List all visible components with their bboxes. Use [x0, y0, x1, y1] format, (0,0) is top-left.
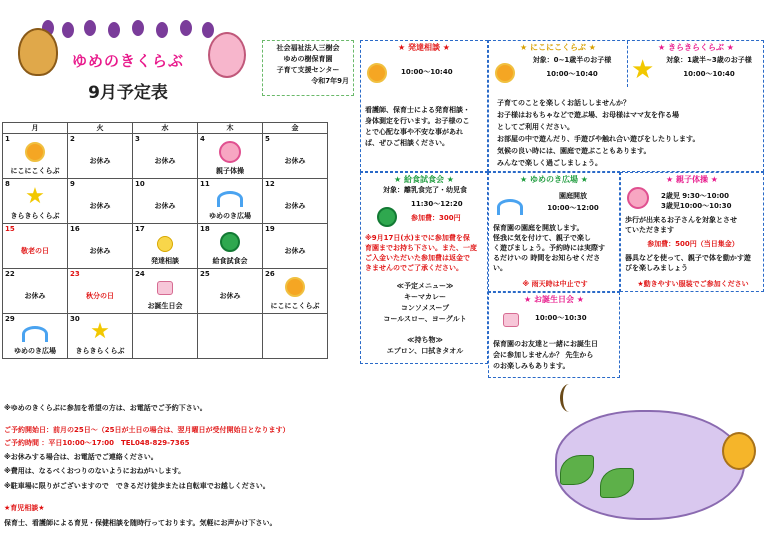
event-label: きらきらくらぶ: [75, 347, 125, 355]
clothing-note: ★動きやすい服装でご参加ください: [637, 280, 749, 288]
section-taiso: [620, 172, 764, 292]
calendar-week-row: [3, 179, 328, 224]
day-number: 24: [135, 270, 145, 278]
calendar-week-row: [3, 224, 328, 269]
calendar-day-cell: [68, 269, 133, 314]
note-reservation-start: ご予約開始日：前月の25日～（25日が土日の場合は、翌月曜日が受付開始日となります）: [4, 426, 290, 434]
body-line: お部屋の中で遊んだり、手遊びや触れ合い遊びをしたりします。: [497, 135, 700, 143]
calendar-table: [2, 122, 328, 359]
weekday-header: 火: [68, 123, 133, 134]
calendar-day-cell: [3, 224, 68, 269]
time: 10:00～12:00: [547, 204, 599, 212]
org-line: 令和7年9月: [311, 77, 349, 85]
day-number: 19: [265, 225, 275, 233]
body-line: 気候の良い時には、園庭で遊ぶこともあります。: [497, 147, 651, 155]
pumpkin-icon: [220, 232, 240, 252]
sun-icon: [285, 277, 305, 297]
calendar-day-cell: [68, 179, 133, 224]
girl-face-icon: [627, 187, 649, 209]
event-label: ゆめのき広場: [14, 347, 56, 355]
star-icon: ★: [25, 184, 45, 209]
cake-icon: [503, 313, 519, 327]
time-3yo: 3歳児10:00～10:30: [661, 202, 732, 210]
event-label: お休み: [89, 157, 111, 165]
event-label: お休み: [284, 247, 306, 255]
section-clubs: [488, 40, 764, 172]
items: エプロン、口拭きタオル: [386, 347, 464, 355]
sun-icon: [25, 142, 45, 162]
sub: 園庭開放: [559, 192, 587, 200]
section-heading: ★ 親子体操 ★: [666, 175, 718, 184]
calendar-day-cell: [133, 134, 198, 179]
org-line: 子育て支援センター: [276, 66, 340, 74]
calendar-body: [3, 134, 328, 359]
menu-item: キーマカレー: [404, 293, 446, 301]
calendar-day-cell: [68, 314, 133, 359]
day-number: 1: [5, 135, 10, 143]
body-line: 身体測定を行います。お子様のこ: [365, 117, 470, 125]
day-number: 29: [5, 315, 15, 323]
note-fees: ※費用は、なるべくおつりのないようにおねがいします。: [4, 467, 186, 475]
calendar-week-row: [3, 314, 328, 359]
event-label: お休み: [284, 157, 306, 165]
calendar-day-cell: [198, 179, 263, 224]
day-number: 22: [5, 270, 15, 278]
note-absence: ※お休みする場合は、お電話でご連絡ください。: [4, 453, 158, 461]
nikoniko-time: 10:00～10:40: [546, 70, 598, 78]
day-number: 8: [5, 180, 10, 188]
sun-icon: [367, 63, 387, 83]
section-tanjobi: [488, 292, 620, 378]
kirakira-time: 10:00～10:40: [683, 70, 735, 78]
day-number: 16: [70, 225, 80, 233]
weekday-row: [3, 123, 328, 134]
body-line: みんなで楽しく過ごしましょう。: [497, 159, 602, 167]
section-hattatsu: [360, 40, 488, 172]
day-number: 30: [70, 315, 80, 323]
event-label: ゆめのき広場: [209, 212, 251, 220]
section-heading: ★ ゆめのき広場 ★: [520, 175, 588, 184]
consultation-text: 保育士、看護師による育児・保健相談を随時行っております。気軽にお声かけ下さい。: [4, 519, 277, 527]
event-label: にこにこくらぶ: [10, 167, 60, 175]
day-number: 26: [265, 270, 275, 278]
notice-line: きませんのでご了承ください。: [365, 264, 463, 272]
event-label: にこにこくらぶ: [270, 302, 320, 310]
fee: 参加費：300円: [411, 214, 461, 222]
grape-vine-decoration: [38, 14, 218, 38]
chick-icon: [157, 236, 173, 252]
target: 対象：離乳食完了・幼児食: [383, 186, 467, 194]
event-label: お休み: [89, 202, 111, 210]
menu-heading: ≪予定メニュー≫: [396, 282, 454, 290]
day-number: 15: [5, 225, 15, 233]
fee: 参加費：500円（当日集金）: [647, 240, 739, 248]
body-line: びを楽しみましょう: [625, 264, 688, 272]
star-icon: ★: [631, 55, 655, 85]
calendar-day-cell: [68, 134, 133, 179]
notice-line: ※9月17日(水)までに参加費を保: [365, 234, 470, 242]
body-line: のお楽しみもあります。: [493, 362, 570, 370]
menu-item: コールスロー、ヨーグルト: [383, 315, 467, 323]
body-line: 保育園の園庭を開放します。: [493, 224, 584, 232]
page-title: ゆめのきくらぶ: [71, 52, 184, 70]
calendar-day-cell: [3, 134, 68, 179]
calendar-day-cell: [263, 269, 328, 314]
weekday-header: 木: [198, 123, 263, 134]
bear-illustration: [18, 28, 58, 76]
note-reservation: ※ゆめのきくらぶに参加を希望の方は、お電話でご予約下さい。: [4, 404, 207, 412]
event-label: 親子体操: [216, 167, 244, 175]
header: [8, 6, 253, 116]
event-label: お誕生日会: [147, 302, 183, 310]
calendar-day-cell: [263, 314, 328, 359]
section-heading: ★ 発達相談 ★: [398, 43, 450, 52]
calendar-day-cell: [133, 224, 198, 269]
squirrel-illustration: [722, 432, 756, 470]
section-heading-kirakira: ★ きらきらくらぶ ★: [658, 43, 734, 52]
time: 11:30～12:20: [411, 200, 463, 208]
body-line: 怪我に気を付けて、親子で楽し: [493, 234, 591, 242]
day-number: 25: [200, 270, 210, 278]
day-number: 5: [265, 135, 270, 143]
section-heading: ★ お誕生日会 ★: [524, 295, 584, 304]
calendar-day-cell: [198, 134, 263, 179]
org-line: ゆめの樹保育園: [283, 55, 333, 63]
calendar-day-cell: [68, 224, 133, 269]
rainbow-icon: [217, 191, 243, 207]
calendar-day-cell: [263, 224, 328, 269]
body-line: 看護師、保育士による発育相談・: [365, 106, 470, 114]
day-number: 10: [135, 180, 145, 188]
calendar-day-cell: [263, 134, 328, 179]
cake-icon: [157, 281, 173, 295]
day-number: 12: [265, 180, 275, 188]
notice-line: ご入金いただいた参加費は返金で: [365, 254, 470, 262]
day-number: 2: [70, 135, 75, 143]
body-line: とで心配な事や不安な事があれ: [365, 128, 463, 136]
section-heading-nikoniko: ★ にこにこくらぶ ★: [520, 43, 596, 52]
day-number: 23: [70, 270, 80, 278]
event-label: お休み: [24, 292, 46, 300]
time: 10:00～10:30: [535, 314, 587, 322]
calendar-day-cell: [3, 179, 68, 224]
event-label: お休み: [154, 202, 176, 210]
note-reservation-hours: ご予約時間 ：平日10:00～17:00 TEL048-829-7365: [4, 439, 190, 447]
sun-icon: [495, 63, 515, 83]
event-label: 給食試食会: [212, 257, 248, 265]
calendar-day-cell: [198, 224, 263, 269]
note-parking: ※駐車場に限りがございますので できるだけ徒歩または自転車でお越しください。: [4, 482, 270, 490]
body-line: い。: [493, 264, 507, 272]
body-line: 保育園のお友達と一緒にお誕生日: [493, 340, 598, 348]
event-label: お休み: [154, 157, 176, 165]
day-number: 11: [200, 180, 210, 188]
day-number: 4: [200, 135, 205, 143]
body-line: るだけいの 時間をお知らせくださ: [493, 254, 601, 262]
organization-box: [262, 40, 354, 96]
calendar-day-cell: [133, 179, 198, 224]
section-heading: ★ 給食試食会 ★: [394, 175, 454, 184]
body-line: 器具などを使って、親子で体を動かす遊: [625, 254, 751, 262]
event-label: 敬老の日: [21, 247, 49, 255]
star-icon: ★: [90, 319, 110, 344]
day-number: 9: [70, 180, 75, 188]
day-number: 17: [135, 225, 145, 233]
calendar-day-cell: [133, 314, 198, 359]
body-line: ていただきます: [625, 226, 674, 234]
rainbow-icon: [22, 326, 48, 342]
event-label: 秋分の日: [86, 292, 114, 300]
event-label: 発達相談: [151, 257, 179, 265]
body-line: 子育てのことを楽しくお話ししませんか？: [497, 99, 630, 107]
weekday-header: 金: [263, 123, 328, 134]
org-line: 社会福祉法人三樹会: [276, 44, 340, 52]
consultation-heading: ★育児相談★: [4, 504, 45, 512]
calendar-day-cell: [263, 179, 328, 224]
day-number: 3: [135, 135, 140, 143]
time-2yo: 2歳児 9:30～10:00: [661, 192, 730, 200]
calendar-day-cell: [3, 269, 68, 314]
calendar-week-row: [3, 269, 328, 314]
rainbow-icon: [497, 199, 523, 215]
calendar-day-cell: [133, 269, 198, 314]
weekday-header: 月: [3, 123, 68, 134]
event-label: お休み: [219, 292, 241, 300]
body-line: としてご利用ください。: [497, 123, 574, 131]
rain-note: ※ 雨天時は中止です: [522, 280, 588, 288]
section-hiroba: [488, 172, 620, 292]
body-line: お子様はおもちゃなどで遊ぶ場、お母様はママ友を作る場: [497, 111, 679, 119]
body-line: 歩行が出来るお子さんを対象とさせ: [625, 216, 737, 224]
calendar-week-row: [3, 134, 328, 179]
vine-decoration: [560, 384, 578, 412]
items-heading: ≪持ち物≫: [407, 336, 443, 344]
bunny-illustration: [208, 32, 246, 78]
day-number: 18: [200, 225, 210, 233]
event-label: お休み: [284, 202, 306, 210]
time: 10:00～10:40: [401, 68, 453, 76]
notice-line: 育園までお持ち下さい。また、一度: [365, 244, 477, 252]
section-kyushoku: [360, 172, 488, 364]
body-line: く遊びましょう。予約時には実際す: [493, 244, 605, 252]
calendar-day-cell: [3, 314, 68, 359]
kirakira-target: 対象：1歳半~3歳のお子様: [666, 56, 752, 64]
girl-face-icon: [219, 141, 241, 163]
pumpkin-icon: [377, 207, 397, 227]
event-label: お休み: [89, 247, 111, 255]
body-line: 会に参加しませんか？ 先生から: [493, 351, 594, 359]
event-label: きらきらくらぶ: [10, 212, 60, 220]
calendar-day-cell: [198, 314, 263, 359]
calendar-day-cell: [198, 269, 263, 314]
menu-item: コンソメスープ: [400, 304, 450, 312]
body-line: ば、ぜひご相談ください。: [365, 139, 449, 147]
weekday-header: 水: [133, 123, 198, 134]
month-title: 9月予定表: [88, 83, 168, 103]
nikoniko-target: 対象：0~1歳半のお子様: [532, 56, 612, 64]
